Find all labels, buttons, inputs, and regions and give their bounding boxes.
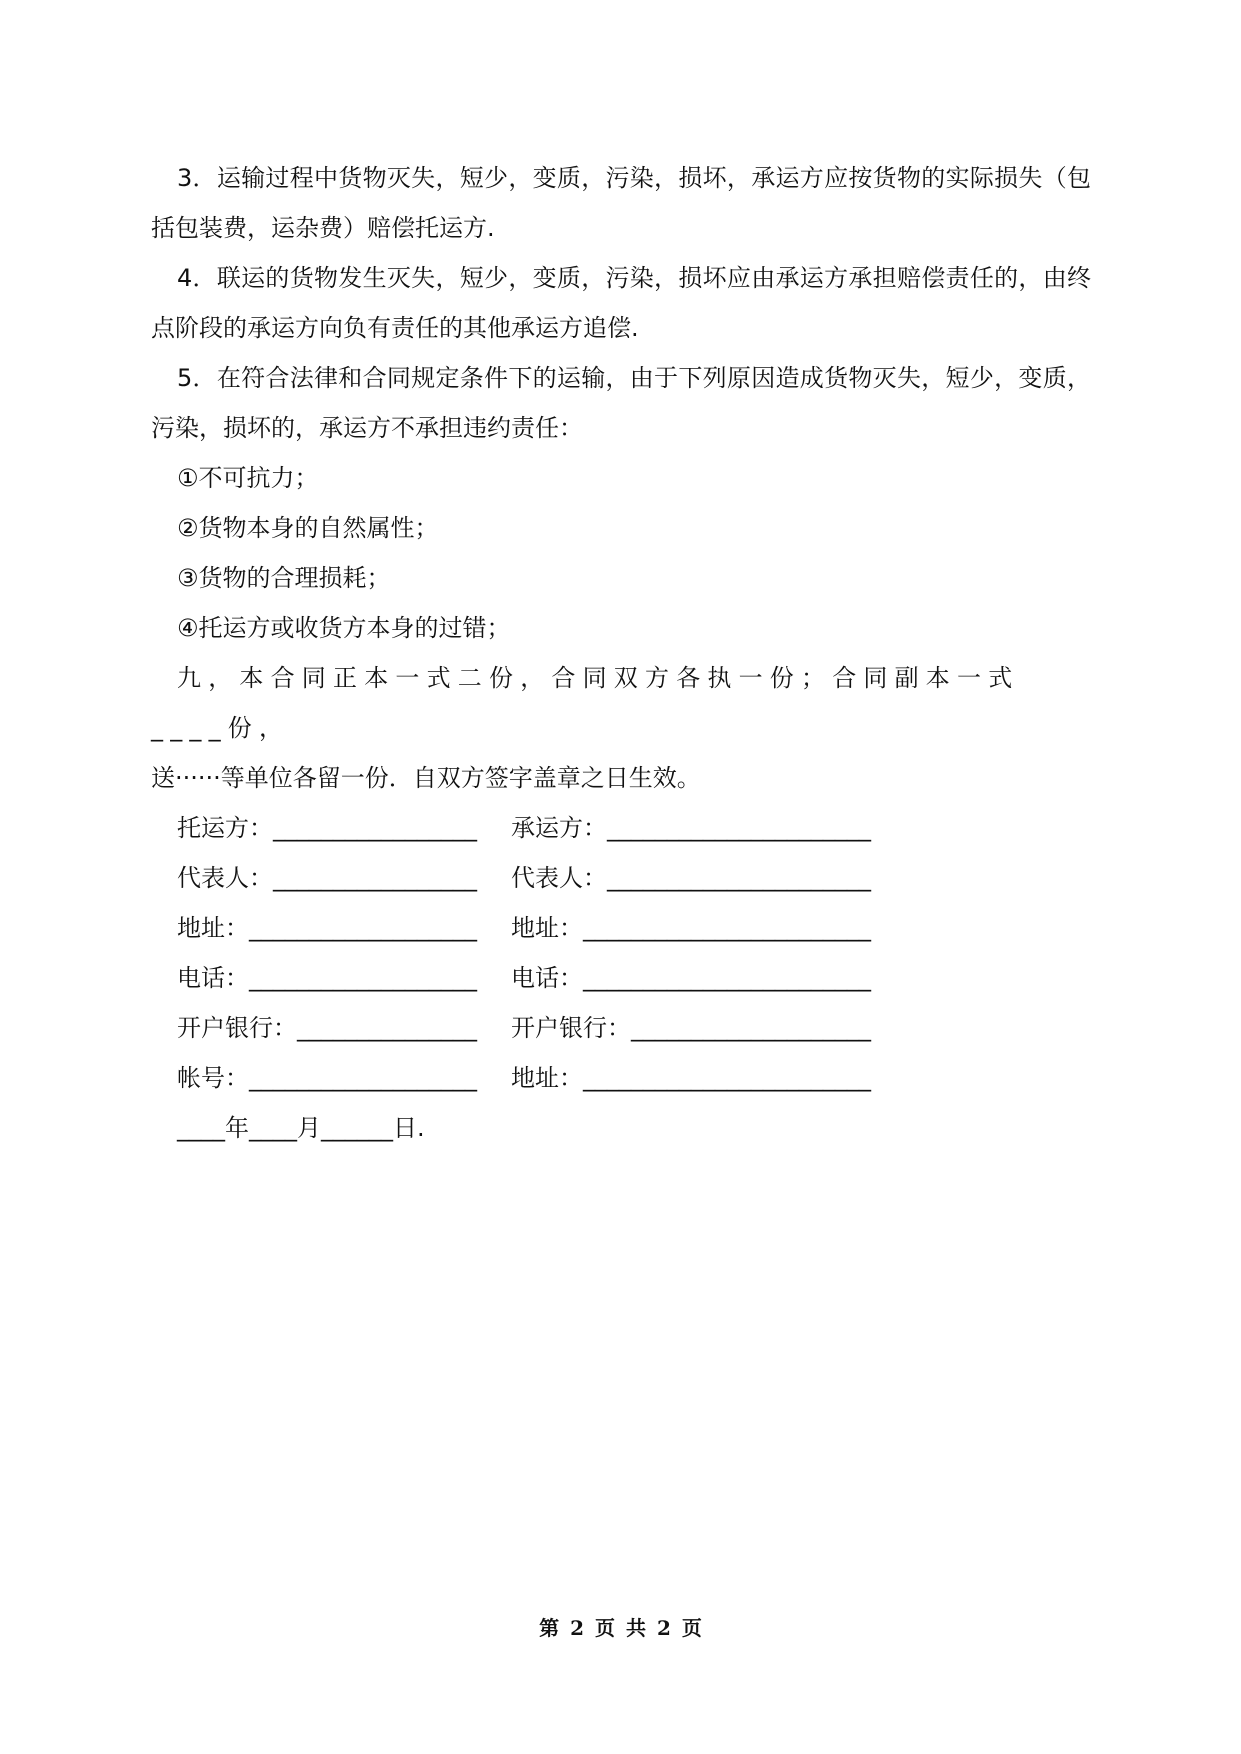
- paragraph-item-4: 4．联运的货物发生灭失，短少，变质，污染，损坏应由承运方承担赔偿责任的，由终点阶段的承运方向负有责任的其他承运方追偿.: [151, 264, 1091, 342]
- exemption-item-force-majeure: ①不可抗力；: [177, 464, 319, 492]
- carrier-field: 承运方：______________________: [511, 814, 871, 842]
- signature-row-representative: [151, 853, 1091, 903]
- exemption-item-natural-property: ②货物本身的自然属性；: [177, 514, 439, 542]
- document-body: [151, 153, 1091, 1153]
- carrier-representative-field: 代表人：______________________: [511, 864, 871, 892]
- shipper-bank-field: 开户银行：_______________: [177, 1014, 477, 1042]
- clause-9-line-2: 送······等单位各留一份．自双方签字盖章之日生效。: [151, 764, 701, 792]
- shipper-field: 托运方：_________________: [177, 814, 477, 842]
- shipper-account-field: 帐号：___________________: [177, 1064, 477, 1092]
- carrier-bank-field: 开户银行：____________________: [511, 1014, 871, 1042]
- signature-row-phone: [151, 953, 1091, 1003]
- signature-row-account: [151, 1053, 1091, 1103]
- carrier-address-field: 地址：________________________: [511, 914, 871, 942]
- carrier-second-address-field: 地址：________________________: [511, 1064, 871, 1092]
- exemption-item-reasonable-loss: ③货物的合理损耗；: [177, 564, 391, 592]
- page-number-footer: 第 2 页 共 2 页: [539, 1616, 702, 1640]
- signature-row-address: [151, 903, 1091, 953]
- clause-9-line-1: 九，本合同正本一式二份，合同双方各执一份；合同副本一式____份，: [151, 664, 1020, 742]
- paragraph-item-5: 5．在符合法律和合同规定条件下的运输，由于下列原因造成货物灭失，短少，变质，污染，损坏的，承运方不承担违约责任：: [151, 364, 1091, 442]
- exemption-item-party-fault: ④托运方或收货方本身的过错；: [177, 614, 511, 642]
- carrier-phone-field: 电话：________________________: [511, 964, 871, 992]
- shipper-representative-field: 代表人：_________________: [177, 864, 477, 892]
- paragraph-item-3: 3．运输过程中货物灭失，短少，变质，污染，损坏，承运方应按货物的实际损失（包括包装费，运杂费）赔偿托运方.: [151, 164, 1091, 242]
- signature-row-party: [151, 803, 1091, 853]
- shipper-address-field: 地址：___________________: [177, 914, 477, 942]
- signature-row-bank: [151, 1003, 1091, 1053]
- signing-date-line: ____年____月______日.: [177, 1114, 425, 1142]
- shipper-phone-field: 电话：___________________: [177, 964, 477, 992]
